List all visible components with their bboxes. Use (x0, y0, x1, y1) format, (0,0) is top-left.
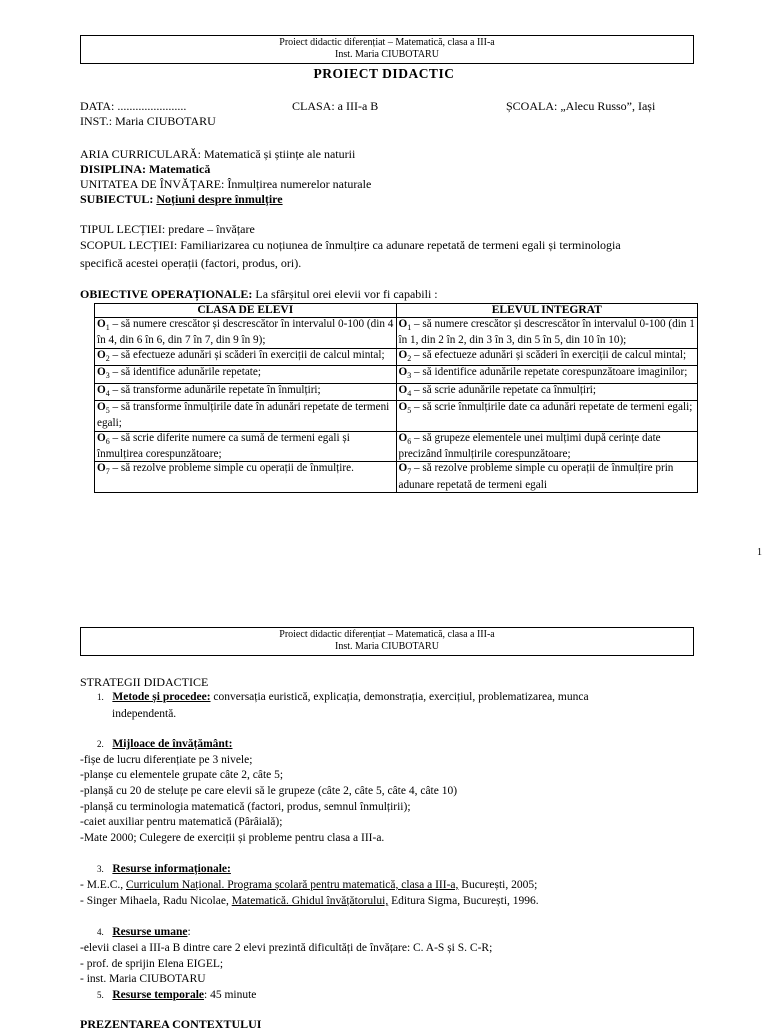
table-cell: $O_4$ – să scrie adunările repetate ca înmulțiri; (396, 383, 698, 400)
table-row (95, 431, 698, 462)
table-row (95, 348, 698, 365)
table-cell: $O_7$ – să rezolve probleme simple cu operații de înmulțire prin adunare repetată de termeni egali (396, 462, 698, 493)
subiect-label: SUBIECTUL: (80, 192, 154, 206)
objectives-table (94, 303, 698, 493)
mijloace-label: Mijloace de învățământ: (112, 738, 233, 750)
data-field: DATA: ....................... (80, 99, 187, 113)
aria-curriculara (80, 147, 355, 162)
scoala-field: ȘCOALA: „Alecu Russo”, Iași (506, 99, 656, 113)
disiplina (80, 162, 210, 177)
subiect-value: Noțiuni despre înmulțire (156, 192, 283, 206)
table-cell: $O_2$ – să efectueze adunări și scăderi în exerciții de calcul mintal; (396, 348, 698, 365)
disiplina-label: DISIPLINA: (80, 162, 147, 176)
table-row (95, 318, 698, 349)
col-header-clasa: CLASA DE ELEVI (95, 304, 397, 318)
table-row (95, 366, 698, 383)
document-title: PROIECT DIDACTIC (313, 66, 455, 81)
resurse-umane-label: Resurse umane (112, 926, 188, 938)
unitatea (80, 177, 371, 192)
table-cell: $O_1$ – să numere crescător și descrescător în intervalul 0-100 (din 4 în 4, din 6 în 6, din 7 în 7, din 9 în 9); (95, 318, 397, 349)
metode-line-1: 1. Metode și procedee: conversația euristică, explicația, demonstrația, exercițiul, problematizarea, munca (97, 691, 589, 703)
header-line-2: Inst. Maria CIUBOTARU (335, 49, 439, 60)
table-cell: $O_1$ – să numere crescător și descrescător în intervalul 0-100 (din 1 în 1, din 2 în 2, din 3 în 3, din 5 în 5, din 10 în 10); (396, 318, 698, 349)
header-line-2: Inst. Maria CIUBOTARU (335, 641, 439, 652)
tipul-lectiei: TIPUL LECȚIEI: predare – învățare (80, 222, 255, 236)
list-item: - inst. Maria CIUBOTARU (80, 973, 206, 985)
obiective-label: OBIECTIVE OPERAȚIONALE: (80, 287, 253, 301)
col-header-elevul: ELEVUL INTEGRAT (396, 304, 698, 318)
table-row (95, 400, 698, 431)
list-item: -planșe cu elementele grupate câte 2, câte 5; (80, 769, 284, 781)
list-item: -elevii clasei a III-a B dintre care 2 elevi prezintă dificultăți de învățare: C. A-S și S. C-R; (80, 942, 493, 954)
resurse-temporale: 5. Resurse temporale: 45 minute (97, 989, 257, 1001)
aria-label: ARIA CURRICULARĂ: (80, 147, 202, 161)
table-cell: $O_5$ – să transforme înmulțirile date în adunări repetate de termeni egali; (95, 400, 397, 431)
table-cell: $O_6$ – să scrie diferite numere ca sumă de termeni egali și înmulțirea corespunzătoare; (95, 431, 397, 462)
aria-value: Matematică și științe ale naturii (201, 147, 356, 161)
mijloace-heading: 2. Mijloace de învățământ: (97, 738, 233, 750)
resurse-info-1: - M.E.C., Curriculum Național. Programa școlară pentru matematică, clasa a III-a, București, 2005; (80, 879, 538, 891)
scopul-line-2: specifică acestei operații (factori, produs, ori). (80, 256, 302, 270)
table-row (95, 462, 698, 493)
list-item: -planșă cu terminologia matematică (factori, produs, semnul înmulțirii); (80, 801, 411, 813)
page-header (80, 35, 694, 64)
page-header-2 (80, 627, 694, 656)
prezentarea-heading: PREZENTAREA CONTEXTULUI (80, 1017, 262, 1031)
obiective-text: La sfârșitul orei elevii vor fi capabili : (252, 287, 438, 301)
table-cell: $O_3$ – să identifice adunările repetate; (95, 366, 397, 383)
metode-line-2: independentă. (112, 708, 177, 720)
list-item: - prof. de sprijin Elena EIGEL; (80, 958, 224, 970)
strategii-heading: STRATEGII DIDACTICE (80, 675, 209, 689)
list-item: -planșă cu 20 de steluțe pe care elevii să le grupeze (câte 2, câte 5, câte 4, câte 10) (80, 785, 458, 797)
table-cell: $O_7$ – să rezolve probleme simple cu operații de înmulțire. (95, 462, 397, 493)
resurse-info-label: Resurse informaționale: (112, 863, 231, 875)
table-cell: $O_3$ – să identifice adunările repetate corespunzătoare imaginilor; (396, 366, 698, 383)
inst-field: INST.: Maria CIUBOTARU (80, 114, 216, 128)
resurse-info-2: - Singer Mihaela, Radu Nicolae, Matematică. Ghidul învățătorului, Editura Sigma, București, 1996. (80, 895, 539, 907)
list-item: -fișe de lucru diferențiate pe 3 nivele; (80, 754, 253, 766)
resurse-umane-heading: 4. Resurse umane: (97, 926, 191, 938)
list-item: -caiet auxiliar pentru matematică (Pârâială); (80, 816, 283, 828)
list-item: -Mate 2000; Culegere de exerciții și probleme pentru clasa a III-a. (80, 832, 385, 844)
metode-label: Metode și procedee: (112, 691, 211, 703)
table-cell: $O_6$ – să grupeze elementele unei mulțimi după cerințe date precizând înmulțirile corespunzătoare; (396, 431, 698, 462)
resurse-info-heading: 3. Resurse informaționale: (97, 863, 231, 875)
subiectul (80, 192, 283, 207)
table-cell: $O_2$ – să efectueze adunări și scăderi în exerciții de calcul mintal; (95, 348, 397, 365)
unitatea-value: Înmulțirea numerelor naturale (224, 177, 372, 191)
disiplina-value: Matematică (146, 162, 211, 176)
unitatea-label: UNITATEA DE ÎNVĂȚARE: (80, 177, 225, 191)
table-cell: $O_5$ – să scrie înmulțirile date ca adunări repetate de termeni egali; (396, 400, 698, 431)
table-cell: $O_4$ – să transforme adunările repetate în înmulțiri; (95, 383, 397, 400)
scopul-line-1: SCOPUL LECȚIEI: Familiarizarea cu noțiunea de înmulțire ca adunare repetată de termeni egali și terminologia (80, 238, 621, 252)
obiective-heading (80, 287, 438, 302)
table-row (95, 383, 698, 400)
header-line-1: Proiect didactic diferențiat – Matematică, clasa a III-a (279, 37, 495, 48)
clasa-field: CLASA: a III-a B (292, 99, 379, 113)
header-line-1: Proiect didactic diferențiat – Matematică, clasa a III-a (279, 629, 495, 640)
page-number: 1 (757, 547, 762, 558)
resurse-temp-label: Resurse temporale (112, 989, 205, 1001)
